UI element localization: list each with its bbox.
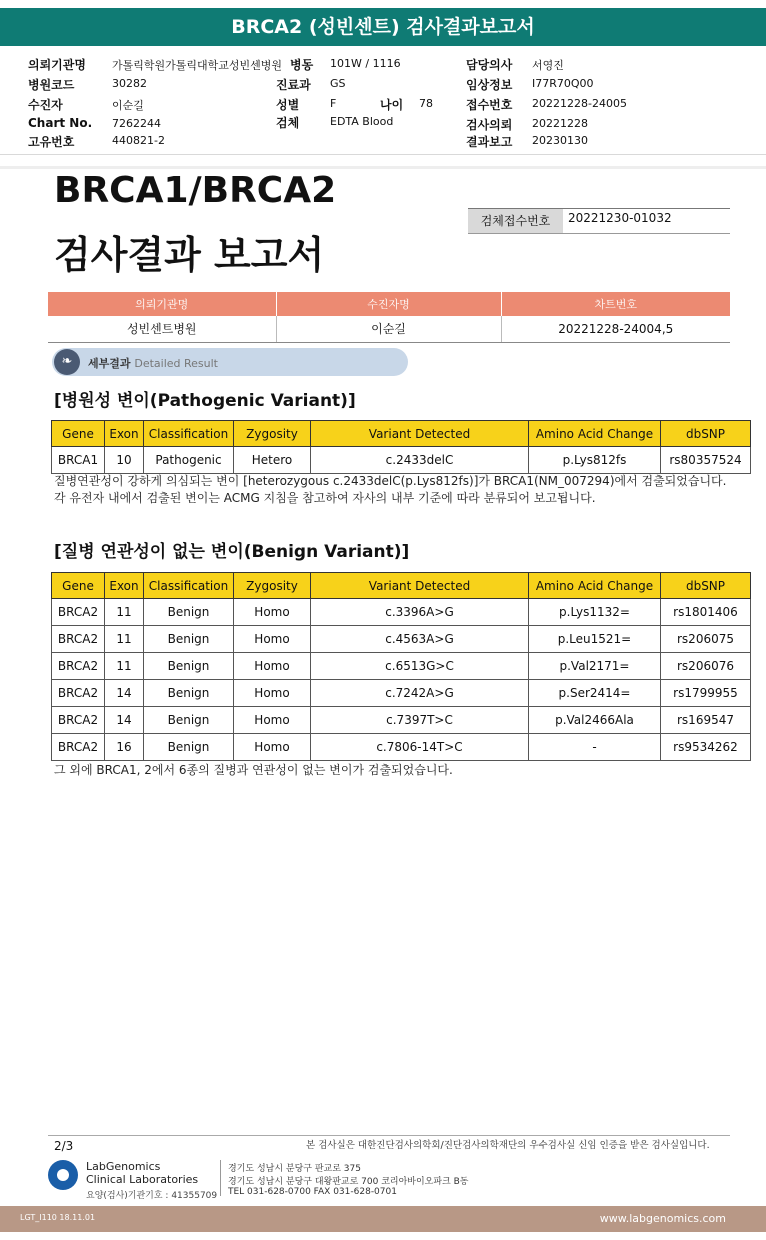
col-gene: Gene <box>52 573 105 599</box>
cell-amino-acid: - <box>529 734 661 761</box>
dept-label: 진료과 <box>276 78 311 92</box>
cell-gene: BRCA2 <box>52 653 105 680</box>
cell-gene: BRCA2 <box>52 707 105 734</box>
age-label: 나이 <box>380 98 404 112</box>
website-link[interactable]: www.labgenomics.com <box>599 1212 726 1225</box>
cell-dbsnp: rs169547 <box>661 707 751 734</box>
benign-table <box>51 572 751 761</box>
cell-variant: c.6513G>C <box>311 653 529 680</box>
cell-classification: Benign <box>144 707 234 734</box>
cell-zygosity: Homo <box>234 626 311 653</box>
info-chart: 20221228-24004,5 <box>501 316 730 342</box>
header-divider-shadow <box>0 166 766 169</box>
chart-value: 7262244 <box>112 117 161 130</box>
unique-label: 고유번호 <box>28 135 75 149</box>
sex-value: F <box>330 97 337 110</box>
cell-classification: Benign <box>144 599 234 626</box>
cell-dbsnp: rs1799955 <box>661 680 751 707</box>
col-gene: Gene <box>52 421 105 447</box>
detailed-result-section <box>52 348 408 376</box>
cell-zygosity: Homo <box>234 599 311 626</box>
pathogenic-table <box>51 420 751 474</box>
info-header-institution: 의뢰기관명 <box>48 292 276 316</box>
info-institution: 성빈센트병원 <box>48 316 276 342</box>
cell-amino-acid: p.Lys1132= <box>529 599 661 626</box>
report-date-value: 20230130 <box>532 134 588 147</box>
col-amino-acid: Amino Acid Change <box>529 573 661 599</box>
address-divider <box>220 1160 221 1196</box>
receipt-label: 접수번호 <box>466 98 513 112</box>
cell-amino-acid: p.Val2466Ala <box>529 707 661 734</box>
col-exon: Exon <box>105 421 144 447</box>
cell-amino-acid: p.Lys812fs <box>529 447 661 474</box>
patient-label: 수진자 <box>28 98 63 112</box>
accession-label: 검체접수번호 <box>468 209 563 233</box>
cell-dbsnp: rs206076 <box>661 653 751 680</box>
cell-variant: c.7397T>C <box>311 707 529 734</box>
table-row <box>52 653 751 680</box>
cell-classification: Pathogenic <box>144 447 234 474</box>
labgenomics-logo-icon <box>48 1160 78 1190</box>
cell-classification: Benign <box>144 626 234 653</box>
cell-variant: c.7806-14T>C <box>311 734 529 761</box>
form-code: LGT_I110 18.11.01 <box>20 1213 96 1222</box>
specimen-label: 검체 <box>276 116 300 130</box>
col-zygosity: Zygosity <box>234 573 311 599</box>
cell-classification: Benign <box>144 653 234 680</box>
request-label: 검사의뢰 <box>466 118 513 132</box>
pathogenic-note-2: 각 유전자 내에서 검출된 변이는 ACMG 지침을 참고하여 자사의 내부 기준에 따라 분류되어 보고됩니다. <box>54 491 596 505</box>
header-divider <box>0 154 766 155</box>
ribbon-icon: ❧ <box>54 349 80 375</box>
cell-variant: c.4563A>G <box>311 626 529 653</box>
cell-dbsnp: rs80357524 <box>661 447 751 474</box>
info-patient: 이순길 <box>276 316 501 342</box>
address-2: 경기도 성남시 분당구 대왕판교로 700 코리아바이오파크 B동 <box>228 1177 469 1187</box>
sex-label: 성별 <box>276 98 300 112</box>
institution-label: 의뢰기관명 <box>28 58 86 72</box>
cell-variant: c.3396A>G <box>311 599 529 626</box>
address-1: 경기도 성남시 분당구 판교로 375 <box>228 1164 361 1174</box>
page-number: 2/3 <box>54 1139 74 1153</box>
cell-variant: c.7242A>G <box>311 680 529 707</box>
cell-variant: c.2433delC <box>311 447 529 474</box>
unique-value: 440821-2 <box>112 134 165 147</box>
cell-zygosity: Hetero <box>234 447 311 474</box>
cell-exon: 11 <box>105 599 144 626</box>
cell-gene: BRCA2 <box>52 626 105 653</box>
cell-exon: 14 <box>105 680 144 707</box>
cell-classification: Benign <box>144 680 234 707</box>
accession-value: 20221230-01032 <box>568 211 672 225</box>
receipt-value: 20221228-24005 <box>532 97 627 110</box>
col-zygosity: Zygosity <box>234 421 311 447</box>
doctor-value: 서영진 <box>532 59 564 72</box>
col-variant: Variant Detected <box>311 573 529 599</box>
report-main-title: BRCA1/BRCA2 <box>54 170 337 211</box>
info-header-chart: 차트번호 <box>501 292 730 316</box>
section-label: 세부결과 Detailed Result <box>88 357 218 370</box>
report-main-subtitle: 검사결과 보고서 <box>54 233 325 277</box>
col-exon: Exon <box>105 573 144 599</box>
cell-exon: 10 <box>105 447 144 474</box>
contact-line: TEL 031-628-0700 FAX 031-628-0701 <box>228 1187 397 1197</box>
doctor-label: 담당의사 <box>466 58 513 72</box>
info-table <box>48 292 730 343</box>
benign-note: 그 외에 BRCA1, 2에서 6종의 질병과 연관성이 없는 변이가 검출되었습니다. <box>54 763 453 777</box>
footer-divider <box>48 1135 730 1136</box>
hospital-code-value: 30282 <box>112 77 147 90</box>
clinical-label: 임상정보 <box>466 78 513 92</box>
cell-zygosity: Homo <box>234 734 311 761</box>
col-dbsnp: dbSNP <box>661 573 751 599</box>
info-header-patient: 수진자명 <box>276 292 501 316</box>
age-value: 78 <box>419 97 433 110</box>
accession-box <box>468 208 730 234</box>
cell-gene: BRCA2 <box>52 599 105 626</box>
institution-value: 가톨릭학원가톨릭대학교성빈센병원 <box>112 59 283 72</box>
cell-classification: Benign <box>144 734 234 761</box>
cell-exon: 14 <box>105 707 144 734</box>
col-amino-acid: Amino Acid Change <box>529 421 661 447</box>
patient-value: 이순길 <box>112 99 144 112</box>
cell-amino-acid: p.Leu1521= <box>529 626 661 653</box>
col-classification: Classification <box>144 573 234 599</box>
table-row <box>52 447 751 474</box>
cell-zygosity: Homo <box>234 707 311 734</box>
certification-text: 본 검사실은 대한진단검사의학회/진단검사의학재단의 우수검사실 신임 인증을 받은 검사실입니다. <box>306 1140 710 1151</box>
table-row <box>52 599 751 626</box>
ward-value: 101W / 1116 <box>330 57 401 70</box>
col-dbsnp: dbSNP <box>661 421 751 447</box>
cell-gene: BRCA2 <box>52 734 105 761</box>
cell-exon: 11 <box>105 626 144 653</box>
table-row <box>52 626 751 653</box>
bottom-bar <box>0 1206 766 1232</box>
specimen-value: EDTA Blood <box>330 115 394 128</box>
institution-code: 요양(검사)기관기호 : 41355709 <box>86 1191 218 1201</box>
report-date-label: 결과보고 <box>466 135 513 149</box>
cell-amino-acid: p.Val2171= <box>529 653 661 680</box>
request-value: 20221228 <box>532 117 588 130</box>
logo-name: LabGenomics <box>86 1160 161 1173</box>
chart-label: Chart No. <box>28 116 93 130</box>
pathogenic-heading: [병원성 변이(Pathogenic Variant)] <box>54 391 356 411</box>
benign-heading: [질병 연관성이 없는 변이(Benign Variant)] <box>54 542 410 562</box>
clinical-value: I77R70Q00 <box>532 77 594 90</box>
cell-gene: BRCA1 <box>52 447 105 474</box>
col-classification: Classification <box>144 421 234 447</box>
table-row <box>52 734 751 761</box>
col-variant: Variant Detected <box>311 421 529 447</box>
ward-label: 병동 <box>290 58 314 72</box>
hospital-code-label: 병원코드 <box>28 78 75 92</box>
table-row <box>52 680 751 707</box>
report-title-bar: BRCA2 (성빈센트) 검사결과보고서 <box>0 8 766 46</box>
logo-subname: Clinical Laboratories <box>86 1173 199 1186</box>
cell-exon: 16 <box>105 734 144 761</box>
cell-dbsnp: rs9534262 <box>661 734 751 761</box>
cell-dbsnp: rs1801406 <box>661 599 751 626</box>
cell-exon: 11 <box>105 653 144 680</box>
cell-dbsnp: rs206075 <box>661 626 751 653</box>
cell-amino-acid: p.Ser2414= <box>529 680 661 707</box>
table-row <box>52 707 751 734</box>
cell-zygosity: Homo <box>234 653 311 680</box>
pathogenic-note-1: 질병연관성이 강하게 의심되는 변이 [heterozygous c.2433delC(p.Lys812fs)]가 BRCA1(NM_007294)에서 검출되었습니다. <box>54 474 727 488</box>
cell-gene: BRCA2 <box>52 680 105 707</box>
cell-zygosity: Homo <box>234 680 311 707</box>
dept-value: GS <box>330 77 346 90</box>
